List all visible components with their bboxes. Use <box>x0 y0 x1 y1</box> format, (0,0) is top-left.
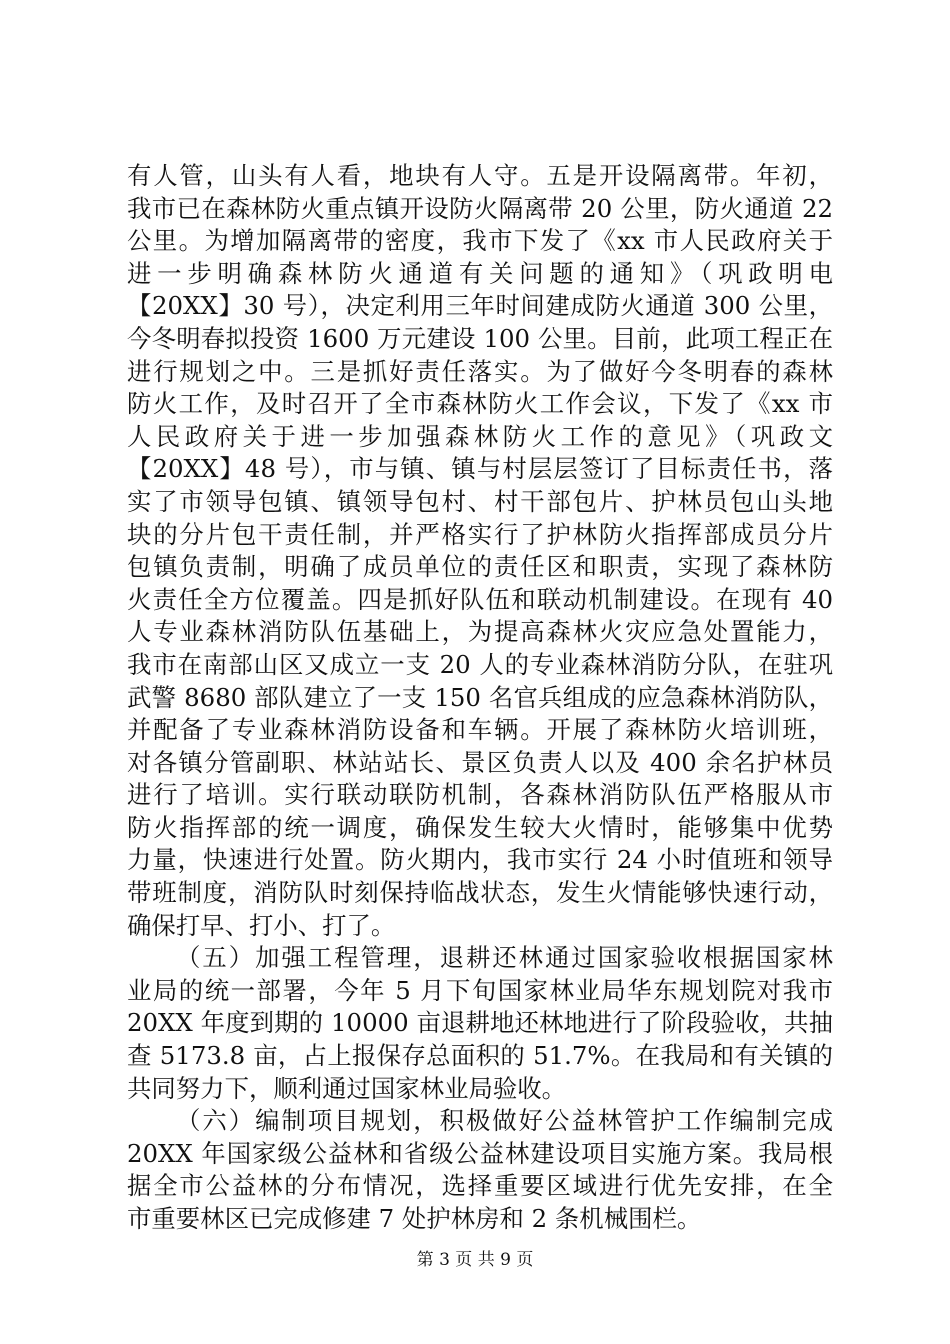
text-line: 今冬明春拟投资 1600 万元建设 100 公里。目前，此项工程正在 <box>127 323 833 353</box>
page-number: 第 3 页 共 9 页 <box>416 1250 534 1270</box>
page-footer <box>0 1250 950 1270</box>
text-line: 武警 8680 部队建立了一支 150 名官兵组成的应急森林消防队， <box>127 682 833 712</box>
text-line: 带班制度，消防队时刻保持临战状态，发生火情能够快速行动， <box>127 878 833 908</box>
text-line: 20XX 年国家级公益林和省级公益林建设项目实施方案。我局根 <box>127 1138 833 1168</box>
text-line: （六）编制项目规划，积极做好公益林管护工作编制完成 <box>176 1106 833 1136</box>
text-line: 据全市公益林的分布情况，选择重要区域进行优先安排，在全 <box>127 1171 833 1201</box>
document-body <box>127 160 833 1236</box>
text-line: 市重要林区已完成修建 7 处护林房和 2 条机械围栏。 <box>127 1204 702 1233</box>
text-line: 【20XX】30 号），决定利用三年时间建成防火通道 300 公里， <box>127 291 833 321</box>
text-line: 有人管，山头有人看，地块有人守。五是开设隔离带。年初， <box>127 161 833 190</box>
text-line: 公里。为增加隔离带的密度，我市下发了《xx 市人民政府关于 <box>127 226 833 256</box>
text-line: 业局的统一部署，今年 5 月下旬国家林业局华东规划院对我市 <box>127 975 833 1005</box>
text-line: 我市在南部山区又成立一支 20 人的专业森林消防分队，在驻巩 <box>127 649 833 679</box>
text-line: 进一步明确森林防火通道有关问题的通知》（巩政明电 <box>127 258 833 288</box>
text-line: 进行了培训。实行联动联防机制，各森林消防队伍严格服从市 <box>127 780 833 810</box>
text-line: 人民政府关于进一步加强森林防火工作的意见》（巩政文 <box>127 421 833 451</box>
paragraph-2 <box>127 942 833 1105</box>
text-line: 确保打早、打小、打了。 <box>127 910 396 940</box>
text-line: 并配备了专业森林消防设备和车辆。开展了森林防火培训班， <box>127 715 833 745</box>
text-line: 力量，快速进行处置。防火期内，我市实行 24 小时值班和领导 <box>127 845 833 875</box>
text-line: 实了市领导包镇、镇领导包村、村干部包片、护林员包山头地 <box>127 486 833 516</box>
text-line: 防火工作，及时召开了全市森林防火工作会议，下发了《xx 市 <box>127 389 833 419</box>
text-line: （五）加强工程管理，退耕还林通过国家验收根据国家林 <box>176 943 833 973</box>
text-line: 块的分片包干责任制，并严格实行了护林防火指挥部成员分片 <box>127 519 833 549</box>
text-line: 火责任全方位覆盖。四是抓好队伍和联动机制建设。在现有 40 <box>127 584 833 614</box>
paragraph-3 <box>127 1105 833 1235</box>
text-line: 查 5173.8 亩，占上报保存总面积的 51.7%。在我局和有关镇的 <box>127 1041 833 1071</box>
text-line: 对各镇分管副职、林站站长、景区负责人以及 400 余名护林员 <box>127 747 833 777</box>
paragraph-1 <box>127 160 833 942</box>
text-line: 包镇负责制，明确了成员单位的责任区和职责，实现了森林防 <box>127 552 833 582</box>
text-line: 20XX 年度到期的 10000 亩退耕地还林地进行了阶段验收，共抽 <box>127 1008 833 1038</box>
text-line: 防火指挥部的统一调度，确保发生较大火情时，能够集中优势 <box>127 812 833 842</box>
text-line: 进行规划之中。三是抓好责任落实。为了做好今冬明春的森林 <box>127 356 833 386</box>
text-line: 【20XX】48 号），市与镇、镇与村层层签订了目标责任书，落 <box>127 454 833 484</box>
text-line: 人专业森林消防队伍基础上，为提高森林火灾应急处置能力， <box>127 617 833 647</box>
text-line: 共同努力下，顺利通过国家林业局验收。 <box>127 1073 567 1103</box>
text-line: 我市已在森林防火重点镇开设防火隔离带 20 公里，防火通道 22 <box>127 193 833 223</box>
